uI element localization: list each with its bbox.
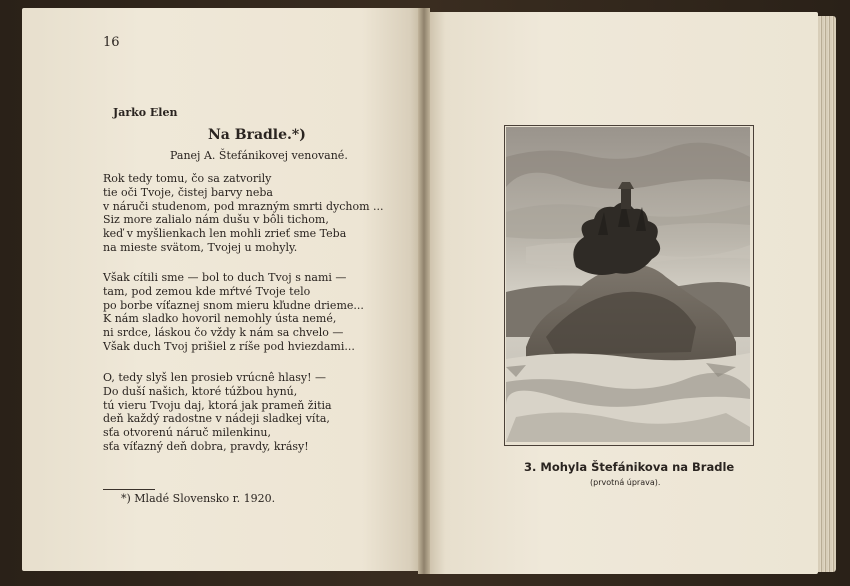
verse-line: na mieste svätom, Tvojej u mohyly. — [103, 240, 298, 254]
verse-line: tú vieru Tvoju daj, ktorá jak prameň žitia — [103, 398, 332, 412]
page-stack-edge — [816, 16, 836, 572]
footnote: *) Mladé Slovensko r. 1920. — [121, 492, 276, 505]
poem-title: Na Bradle.*) — [208, 127, 306, 143]
stanza-3 — [103, 371, 332, 454]
verse-line: tam, pod zemou kde mŕtvé Tvoje telo — [103, 284, 311, 298]
verse-line: K nám sladko hovoril nemohly ústa nemé, — [103, 312, 337, 326]
verse-line: O, tedy slyš len prosieb vrúcnê hlasy! — — [103, 371, 327, 384]
stanza-2 — [103, 271, 364, 354]
verse-line: Rok tedy tomu, čo sa zatvorily — [103, 172, 272, 185]
verse-line: sťa víťazný deň dobra, pravdy, krásy! — [103, 439, 309, 453]
book-gutter — [418, 8, 430, 574]
illustration-subcaption: (prvotná úprava). — [590, 478, 661, 487]
footnote-rule — [103, 489, 155, 490]
verse-line: Siz more zalialo nám dušu v bôli tichom, — [103, 213, 329, 227]
verse-line: ni srdce, láskou čo vždy k nám sa chvelo — — [103, 326, 344, 340]
verse-line: sťa otvorenú náruč milenkinu, — [103, 426, 271, 440]
verse-line: tie oči Tvoje, čistej barvy neba — [103, 185, 273, 199]
poem-author: Jarko Elen — [113, 106, 178, 119]
verse-line: v náruči studenom, pod mrazným smrti dychom ... — [103, 199, 384, 213]
illustration-mound-on-bradlo — [506, 127, 750, 442]
verse-line: deň každý radostne v nádeji sladkej víta, — [103, 412, 330, 426]
verse-line: Do duší našich, ktoré túžbou hynú, — [103, 384, 298, 398]
poem-dedication: Panej A. Štefánikovej venované. — [170, 149, 348, 162]
verse-line: keď v myšlienkach len mohli zrieť sme Teba — [103, 227, 347, 241]
illustration-caption: 3. Mohyla Štefánikova na Bradle — [524, 460, 735, 474]
stanza-1 — [103, 172, 383, 255]
verse-line: Však cítili sme — bol to duch Tvoj s nami — — [103, 271, 347, 284]
verse-line: Však duch Tvoj prišiel z ríše pod hviezdami... — [103, 339, 355, 353]
verse-line: po borbe víťaznej snom mieru kľudne drieme... — [103, 298, 364, 312]
page-number: 16 — [103, 35, 120, 50]
